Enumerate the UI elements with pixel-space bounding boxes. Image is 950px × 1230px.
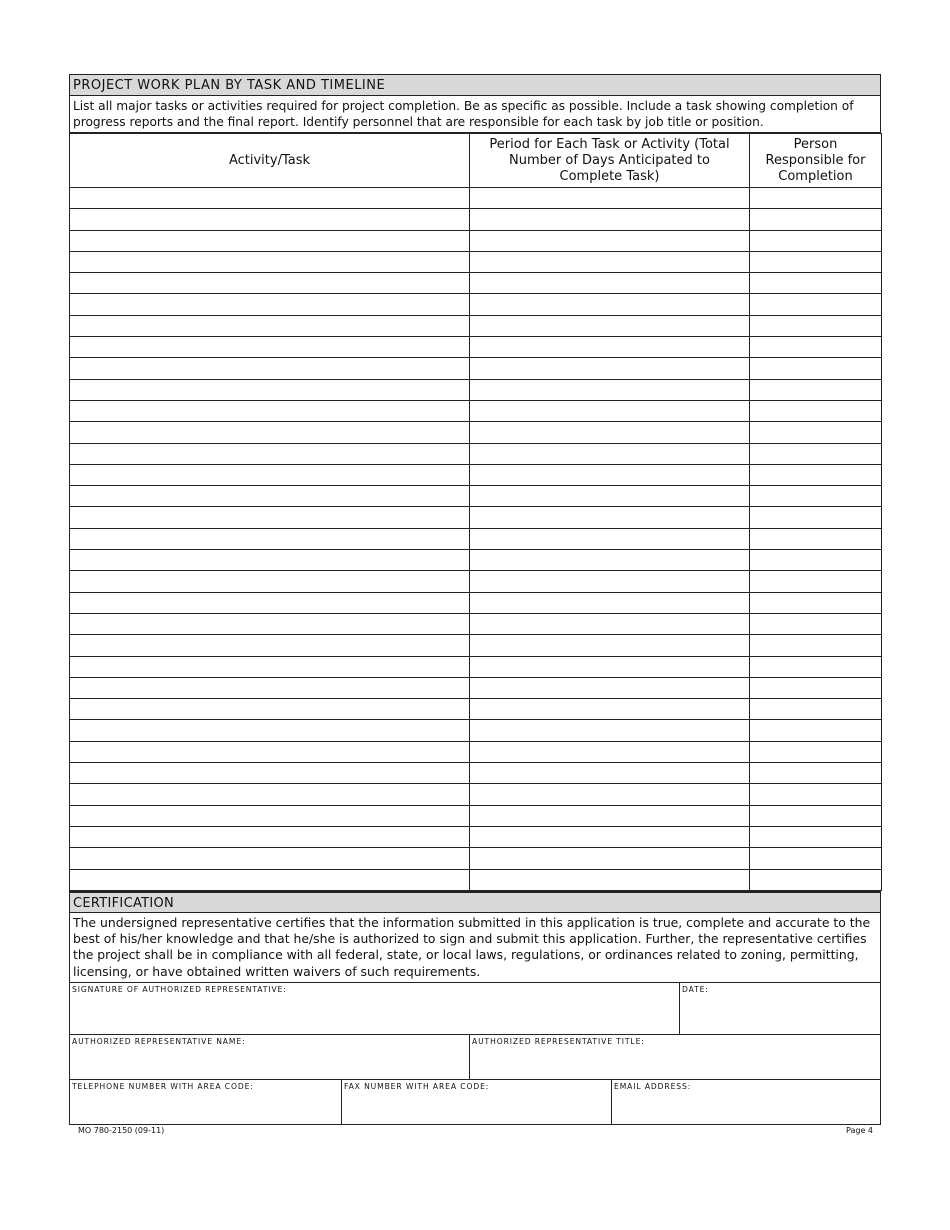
representative-title-field[interactable]: [469, 1035, 880, 1079]
activity-cell[interactable]: [70, 826, 470, 847]
person-cell[interactable]: [750, 720, 882, 741]
period-cell[interactable]: [470, 720, 750, 741]
activity-cell[interactable]: [70, 379, 470, 400]
period-cell[interactable]: [470, 507, 750, 528]
table-row: [70, 400, 882, 421]
activity-cell[interactable]: [70, 656, 470, 677]
table-row: [70, 635, 882, 656]
person-cell[interactable]: [750, 443, 882, 464]
person-cell[interactable]: [750, 741, 882, 762]
table-row: [70, 699, 882, 720]
person-cell[interactable]: [750, 805, 882, 826]
activity-cell[interactable]: [70, 188, 470, 209]
period-cell[interactable]: [470, 677, 750, 698]
table-row: [70, 613, 882, 634]
activity-cell[interactable]: [70, 592, 470, 613]
table-row: [70, 443, 882, 464]
representative-name-field[interactable]: [70, 1035, 469, 1079]
activity-cell[interactable]: [70, 443, 470, 464]
person-cell[interactable]: [750, 486, 882, 507]
fax-field[interactable]: [341, 1080, 611, 1124]
activity-cell[interactable]: [70, 294, 470, 315]
period-cell[interactable]: [470, 763, 750, 784]
activity-cell[interactable]: [70, 358, 470, 379]
period-cell[interactable]: [470, 613, 750, 634]
period-cell[interactable]: [470, 571, 750, 592]
table-row: [70, 805, 882, 826]
activity-cell[interactable]: [70, 464, 470, 485]
activity-cell[interactable]: [70, 315, 470, 336]
contact-row: [69, 1080, 881, 1125]
activity-cell[interactable]: [70, 635, 470, 656]
activity-cell[interactable]: [70, 869, 470, 890]
period-cell[interactable]: [470, 443, 750, 464]
person-cell[interactable]: [750, 763, 882, 784]
work-plan-title: PROJECT WORK PLAN BY TASK AND TIMELINE: [69, 74, 881, 96]
person-cell[interactable]: [750, 592, 882, 613]
period-cell[interactable]: [470, 315, 750, 336]
person-cell[interactable]: [750, 656, 882, 677]
activity-cell[interactable]: [70, 550, 470, 571]
table-row: [70, 592, 882, 613]
period-cell[interactable]: [470, 337, 750, 358]
activity-cell[interactable]: [70, 763, 470, 784]
column-header-person: Person Responsible for Completion: [750, 134, 882, 188]
telephone-label: TELEPHONE NUMBER WITH AREA CODE:: [72, 1081, 254, 1091]
period-cell[interactable]: [470, 869, 750, 890]
period-cell[interactable]: [470, 741, 750, 762]
person-cell[interactable]: [750, 550, 882, 571]
activity-cell[interactable]: [70, 571, 470, 592]
person-cell[interactable]: [750, 337, 882, 358]
person-cell[interactable]: [750, 400, 882, 421]
table-row: [70, 763, 882, 784]
table-row: [70, 294, 882, 315]
table-row: [70, 230, 882, 251]
person-cell[interactable]: [750, 230, 882, 251]
activity-cell[interactable]: [70, 273, 470, 294]
person-cell[interactable]: [750, 464, 882, 485]
period-cell[interactable]: [470, 230, 750, 251]
activity-cell[interactable]: [70, 720, 470, 741]
person-cell[interactable]: [750, 677, 882, 698]
certification-text: The undersigned representative certifies that the information submitted in this application is true, complete and accurate to the best of his/her knowledge and that he/she is authorized to sign and submit this application. Further, the representative certifies the project shall be in compliance with all federal, state, or local laws, regulations, or ordinances related to zoning, permitting, licensing, or have obtained written waivers of such requirements.: [69, 913, 881, 983]
table-row: [70, 422, 882, 443]
table-header-row: [70, 134, 882, 188]
table-row: [70, 315, 882, 336]
person-cell[interactable]: [750, 571, 882, 592]
period-cell[interactable]: [470, 251, 750, 272]
email-label: EMAIL ADDRESS:: [614, 1081, 692, 1091]
table-row: [70, 528, 882, 549]
fax-label: FAX NUMBER WITH AREA CODE:: [344, 1081, 490, 1091]
activity-cell[interactable]: [70, 209, 470, 230]
person-cell[interactable]: [750, 613, 882, 634]
signature-row: [69, 983, 881, 1035]
person-cell[interactable]: [750, 188, 882, 209]
person-cell[interactable]: [750, 826, 882, 847]
person-cell[interactable]: [750, 848, 882, 869]
table-row: [70, 486, 882, 507]
period-cell[interactable]: [470, 209, 750, 230]
table-row: [70, 337, 882, 358]
person-cell[interactable]: [750, 294, 882, 315]
person-cell[interactable]: [750, 422, 882, 443]
activity-cell[interactable]: [70, 784, 470, 805]
column-header-period: Period for Each Task or Activity (Total Number of Days Anticipated to Complete Task): [470, 134, 750, 188]
table-row: [70, 656, 882, 677]
table-row: [70, 209, 882, 230]
person-cell[interactable]: [750, 635, 882, 656]
period-cell[interactable]: [470, 400, 750, 421]
signature-label: SIGNATURE OF AUTHORIZED REPRESENTATIVE:: [72, 984, 287, 994]
form-number: MO 780-2150 (09-11): [78, 1126, 165, 1135]
work-plan-instructions: List all major tasks or activities required for project completion. Be as specific as possible. Include a task showing completion of progress reports and the final report. Identify personnel that are responsible for each task by job title or position.: [69, 96, 881, 133]
person-cell[interactable]: [750, 869, 882, 890]
activity-cell[interactable]: [70, 486, 470, 507]
representative-name-label: AUTHORIZED REPRESENTATIVE NAME:: [72, 1036, 246, 1046]
person-cell[interactable]: [750, 699, 882, 720]
table-row: [70, 379, 882, 400]
date-label: DATE:: [682, 984, 709, 994]
date-field[interactable]: [679, 983, 880, 1034]
table-row: [70, 869, 882, 890]
activity-cell[interactable]: [70, 422, 470, 443]
telephone-field[interactable]: [70, 1080, 341, 1124]
certification-title: CERTIFICATION: [69, 891, 881, 913]
activity-cell[interactable]: [70, 699, 470, 720]
person-cell[interactable]: [750, 528, 882, 549]
person-cell[interactable]: [750, 358, 882, 379]
activity-cell[interactable]: [70, 741, 470, 762]
table-row: [70, 741, 882, 762]
period-cell[interactable]: [470, 635, 750, 656]
table-row: [70, 550, 882, 571]
person-cell[interactable]: [750, 273, 882, 294]
activity-cell[interactable]: [70, 677, 470, 698]
period-cell[interactable]: [470, 550, 750, 571]
table-row: [70, 358, 882, 379]
period-cell[interactable]: [470, 486, 750, 507]
table-row: [70, 720, 882, 741]
activity-cell[interactable]: [70, 848, 470, 869]
person-cell[interactable]: [750, 251, 882, 272]
activity-cell[interactable]: [70, 251, 470, 272]
table-row: [70, 464, 882, 485]
table-row: [70, 848, 882, 869]
period-cell[interactable]: [470, 294, 750, 315]
person-cell[interactable]: [750, 784, 882, 805]
activity-cell[interactable]: [70, 337, 470, 358]
activity-cell[interactable]: [70, 400, 470, 421]
table-row: [70, 273, 882, 294]
period-cell[interactable]: [470, 528, 750, 549]
period-cell[interactable]: [470, 358, 750, 379]
activity-cell[interactable]: [70, 230, 470, 251]
representative-title-label: AUTHORIZED REPRESENTATIVE TITLE:: [472, 1036, 645, 1046]
person-cell[interactable]: [750, 507, 882, 528]
table-row: [70, 784, 882, 805]
period-cell[interactable]: [470, 784, 750, 805]
work-plan-rows: [70, 188, 882, 891]
activity-cell[interactable]: [70, 805, 470, 826]
period-cell[interactable]: [470, 188, 750, 209]
activity-cell[interactable]: [70, 507, 470, 528]
period-cell[interactable]: [470, 699, 750, 720]
person-cell[interactable]: [750, 379, 882, 400]
period-cell[interactable]: [470, 805, 750, 826]
activity-cell[interactable]: [70, 613, 470, 634]
period-cell[interactable]: [470, 592, 750, 613]
period-cell[interactable]: [470, 273, 750, 294]
period-cell[interactable]: [470, 656, 750, 677]
period-cell[interactable]: [470, 826, 750, 847]
period-cell[interactable]: [470, 379, 750, 400]
activity-cell[interactable]: [70, 528, 470, 549]
table-row: [70, 571, 882, 592]
period-cell[interactable]: [470, 422, 750, 443]
work-plan-form: [69, 74, 881, 1125]
period-cell[interactable]: [470, 848, 750, 869]
table-row: [70, 826, 882, 847]
column-header-activity: Activity/Task: [70, 134, 470, 188]
table-row: [70, 188, 882, 209]
table-row: [70, 677, 882, 698]
table-row: [70, 507, 882, 528]
page-number: Page 4: [846, 1126, 873, 1135]
email-field[interactable]: [611, 1080, 880, 1124]
signature-field[interactable]: [70, 983, 679, 1034]
person-cell[interactable]: [750, 315, 882, 336]
person-cell[interactable]: [750, 209, 882, 230]
period-cell[interactable]: [470, 464, 750, 485]
table-row: [70, 251, 882, 272]
name-title-row: [69, 1035, 881, 1080]
work-plan-table: [69, 133, 882, 891]
